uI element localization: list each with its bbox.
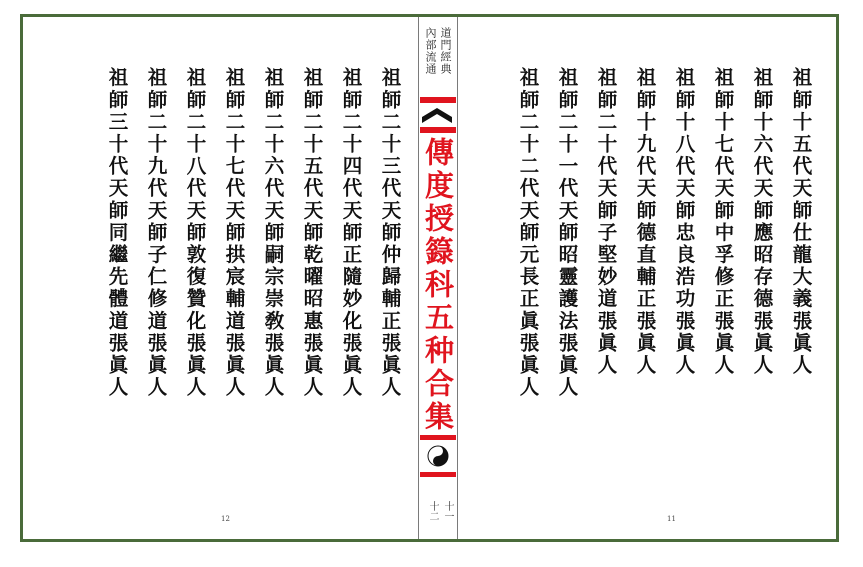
left-page [23,17,418,539]
text-column: 祖師二十五代天師乾曜昭惠張眞人 [300,67,324,399]
text-column: 祖師二十九代天師子仁修道張眞人 [144,67,168,399]
text-column: 祖師十八代天師忠良浩功張眞人 [672,67,696,377]
text-column: 祖師二十二代天師元長正眞張眞人 [516,67,540,399]
page-number: 12 [221,515,230,523]
text-column: 祖師二十七代天師拱宸輔道張眞人 [222,67,246,399]
text-column: 祖師三十代天師同繼先體道張眞人 [105,67,129,399]
spine-red-band [420,435,456,440]
text-column: 祖師二十一代天師昭靈護法張眞人 [555,67,579,399]
chevron-icon [420,103,456,127]
text-column: 祖師二十四代天師正隨妙化張眞人 [339,67,363,399]
book-spine [418,17,458,539]
spine-leaf-number-left: 十二 [427,501,438,521]
text-column: 祖師十九代天師德直輔正張眞人 [633,67,657,377]
text-column: 祖師二十代天師子堅妙道張眞人 [594,67,618,377]
text-column: 祖師二十六代天師嗣宗崇敎張眞人 [261,67,285,399]
page-number: 11 [667,515,676,523]
text-column: 祖師十五代天師仕龍大義張眞人 [789,67,813,377]
spine-imprint-right: 道門經典 [439,27,452,75]
book-spread [20,14,839,542]
text-column: 祖師二十三代天師仲歸輔正張眞人 [378,67,402,399]
text-column: 祖師二十八代天師敦復贊化張眞人 [183,67,207,399]
spine-red-band [420,472,456,477]
spine-title: 傳度授籙科五种合集 [421,137,455,434]
text-column: 祖師十六代天師應昭存德張眞人 [750,67,774,377]
spine-imprint-left: 內部流通 [424,27,437,75]
text-column: 祖師十七代天師中孚修正張眞人 [711,67,735,377]
spine-leaf-number-right: 十一 [442,501,453,521]
yin-yang-icon [427,445,449,467]
right-page [459,17,836,539]
spine-red-band [420,127,456,133]
